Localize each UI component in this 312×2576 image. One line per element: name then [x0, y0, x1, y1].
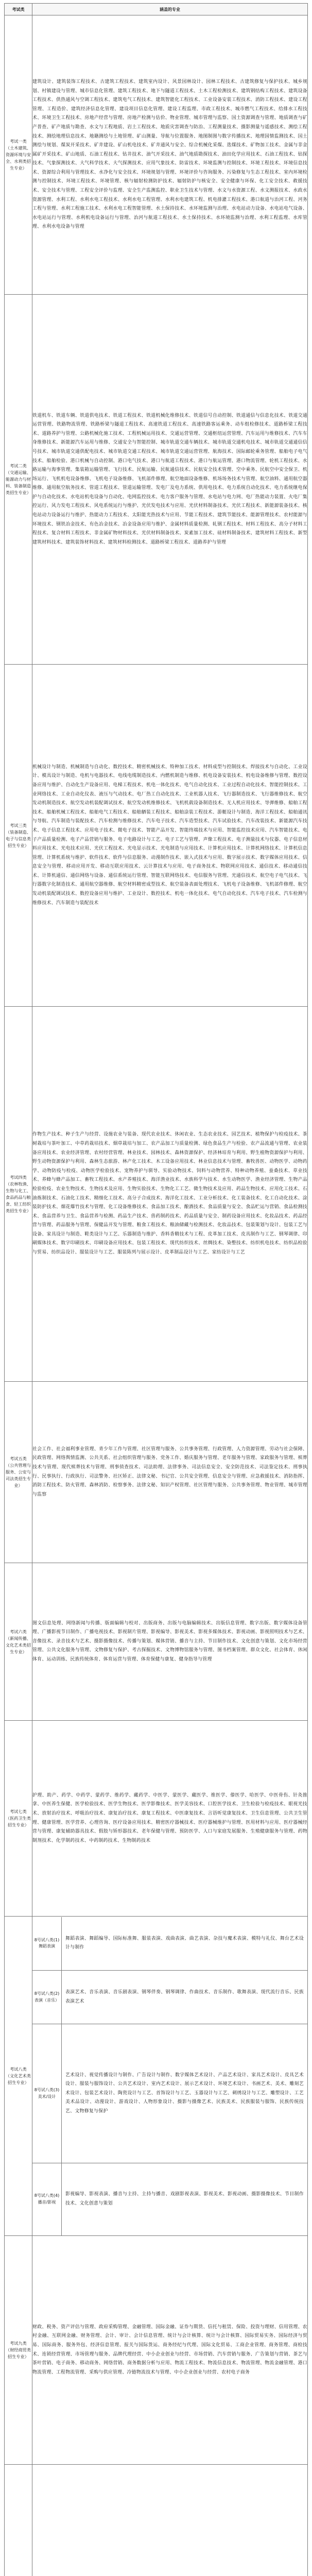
category-name: 考试七类 [10, 1809, 27, 1814]
subcategory-majors: 表演艺术、音乐表演、音乐剧表演、钢琴伴奏、钢琴调律、作曲技术、音乐制作、歌舞表演、现代流行音乐、民族表演艺术 [62, 1971, 308, 2024]
subcategory-table [32, 1917, 307, 2235]
subcategory-row [32, 2024, 307, 2163]
majors-cell: 财政、税务、资产评估与管理、政府采购管理、金融管理、国际金融、证券与期货、信托与租赁、保险、投资与理财、信用管理、农村金融、互联网金融、财务管理、会计、审计、会计信息管理、统计与会计核算、统计与会计核算、国际贸易实务、国际经济与贸易、国际商务、服务外包、经济信息管理、报关与国际货运、商务经纪与代理、国际文化贸易、工商企业管理、商务管理、商检技术、连锁经营管理、市场管理与服务、品牌代理经营、中小企业创业与经营、市场营销、汽车营销与服务、广告策划与营销、茶艺与茶叶营销、电子商务、移动商务、网络营销、商务数据分析与应用、物流工程技术、物流信息技术、物流管理、物流金融管理、港口物流管理、工程物流管理、采购与供应管理、冷链物流技术与管理、中小企业创业与经营、农村电子商务 [32, 2236, 308, 2465]
header-category: 考试类 [5, 4, 32, 15]
subcategory-row [32, 2163, 307, 2235]
table-row [5, 1382, 308, 1563]
header-majors: 涵盖的专业 [32, 4, 308, 15]
table-row [5, 15, 308, 295]
category-cell [5, 15, 32, 295]
category-note: （新闻传播、文化艺术类招生专业） [5, 1635, 31, 1654]
category-cell [5, 1721, 32, 1917]
category-note: （财经商贸类招生专业） [5, 2347, 31, 2359]
table-row [5, 1563, 308, 1721]
category-note: （公共管理与服务、公安与司法类招生专业） [5, 1463, 31, 1488]
table-row [5, 2236, 308, 2465]
subcategory-cell [32, 1917, 308, 2236]
category-note: （文化艺术类招生专业） [5, 2073, 31, 2085]
header-row [5, 4, 308, 15]
category-name: 考试四类 [10, 1174, 27, 1180]
majors-cell: 机械设计与制造、机械制造与自动化、数控技术、精密机械技术、特种加工技术、材料成型与控制技术、焊接技术与自动化、工业设计、模具设计与制造、电机与电器技术、电线电缆制造技术、内燃机制造与维修、机电设备安装技术、机电设备维修与管理、数控设备应用与维护、自动化生产设备应用、电梯工程技术、机电一体化技术、电气自动化技术、工业过程自动化技术、智能控制技术、工业网络技术、工业自动化仪表、液压与气动技术、电厂热工自动化技术、工业机器人技术、飞行器制造技术、飞行器维修技术、航空发动机制造技术、航空发动机装配调试技术、航空发动机维修技术、飞机机载设备制造技术、无人机应用技术、导弹维修、船舶工程技术、船舶机械工程技术、船舶电气工程技术、船舶舾装工程技术、船舶涂装工程技术、游艇设计与制造、海洋工程技术、船舶通讯与导航、汽车制造与装配技术、汽车检测与维修技术、汽车电子技术、汽车造型技术、汽车试验技术、汽车改装技术、新能源汽车技术、电子信息工程技术、应用电子技术、微电子技术、智能产品开发、智能终端技术与应用、智能监控技术应用、汽车智能技术、电子产品质量检测、电子产品营销与服务、电子电路设计与工艺、电子工艺与管理、声像工程技术、电子测量技术与仪器、电子信息材料应用技术、光电技术应用、光伏工程技术、光电显示技术、光电制造与应用技术、计算机应用技术、计算机网络技术、计算机信息管理、计算机系统与维护、软件技术、软件与信息服务、动漫制作技术、嵌入式技术与应用、数字展示技术、数字媒体应用技术、信息安全与管理、移动应用开发、移动互联应用技术、云计算技术与应用、电子商务技术、物联网应用技术、通信技术、移动通信技术、计算机通信、通信网络与设备、通信系统运行管理、智能互联网络技术、电信服务与管理、光通信技术、航空电子电气技术、飞行器数字化制造技术、通用航空器维修、航空材料精密成型技术、航空装备表面处理技术、飞机电子设备维修、飞机部件修理、航空发动机装配调试技术、数控设备应用与维护、工业设计、数控技术、机电一体化技术、电气自动化技术、汽车电子技术、汽车检测与维修技术、汽车制造与装配技术 [32, 665, 308, 1007]
category-note: （农林牧渔、生物与化工、食品药品与粮食、轻工纺织类招生专业） [5, 1181, 31, 1213]
category-name: 考试一类 [10, 139, 27, 144]
subcategory-majors: 影视编导、影视表演、播音与主持、主持与播音、戏剧影视表演、影视美术、影视动画、摄影摄像技术、节目制作技术、文化创意与策划 [65, 2192, 304, 2206]
subcategory-row [32, 1971, 307, 2024]
table-row [5, 665, 308, 1007]
category-note: （土木建筑、资源环境与安全、水利类招生专业） [5, 145, 31, 171]
subcategory-label: 8号试八类(4)播音/影视 [32, 2163, 62, 2235]
category-note: （医药卫生类招生专业） [5, 1816, 31, 1827]
category-name: 考试三类 [10, 822, 27, 828]
subcategory-label: 8号试八类(3)美术/设计 [32, 2024, 62, 2163]
category-cell [5, 1007, 32, 1382]
majors-cell: 护理、助产、药学、中药学、蒙药学、维药学、藏药学、中医学、蒙医学、藏医学、维医学、傣医学、哈医学、中医骨伤、针灸推拿、中医养生保健、医学检验技术、医学生物技术、医学影像技术、医学美容技术、口腔医学技术、卫生检验与检疫技术、眼视光技术、放射治疗技术、呼吸治疗技术、康复治疗技术、康复工程技术、中医康复技术、言语听觉康复技术、卫生信息管理、公共卫生管理、健康管理、医学营养、心理咨询、医疗设备应用技术、精密医疗器械技术、医疗器械维护与管理、医用材料与应用、医疗器械经营与管理、康复辅助器具技术、假肢与矫形器技术、老年保健与管理、预防医学、人口与家庭发展服务、生殖健康服务与管理、药物制剂技术、化学制药技术、中药制药技术、生物制药技术 [32, 1721, 308, 1917]
category-cell [5, 2236, 32, 2465]
majors-cell: 图文信息处理、网络新闻与传播、版面编辑与校对、出版商务、出版与电脑编辑技术、出版信息管理、数字出版、数字媒体设备管理、广播影视节目制作、广播电视技术、影视制片管理、影视编导、影视美术、影视多媒体技术、影视动画、影视照明技术与艺术、音像技术、录音技术与艺术、摄影摄像技术、传播与策划、媒体营销、播音与主持、节目制作技术、文化创意与策划、文化市场经营管理、公共文化服务与管理、文物修复与保护、考古探掘技术、文物博物馆服务与管理、图书档案管理、群众文化、社会体育、休闲体育、运动训练、民族传统体育、体育运营与管理、体育保健与康复、健身指导与管理 [32, 1563, 308, 1721]
category-name: 考试六类 [10, 1629, 27, 1634]
category-cell [5, 1917, 32, 2236]
category-name: 考试八类 [10, 2066, 27, 2072]
category-cell [5, 665, 32, 1007]
table-row [5, 1917, 308, 2236]
category-cell [5, 1563, 32, 1721]
table-row [5, 1007, 308, 1382]
majors-cell: 铁道机车、铁道车辆、铁道供电技术、铁道工程技术、铁道机械化维修技术、铁道信号自动控制、铁道通信与信息化技术、铁道交通运营管理、铁路物流管理、铁路桥梁与隧道工程技术、高速铁道工程技术、高速铁路客运乘务、动车组检修技术、道路桥梁工程技术、道路养护与管理、公路机械化施工技术、工程机械运用技术、交通运营管理、交通枢纽运营管理、汽车运用与维修技术、汽车车身维修技术、新能源汽车运用与维修、交通安全与智能控制、城市轨道交通车辆技术、城市轨道交通机电技术、城市轨道交通通信信号技术、城市轨道交通供配电技术、城市轨道交通工程技术、城市轨道交通运营管理、航海技术、国际邮轮乘务管理、船舶电子电气技术、船舶检验、港口机械与自动控制、港口电气技术、港口与航道工程技术、港口与航运管理、港口物流管理、轮机工程技术、水路运输与海事管理、集装箱运输管理、飞行技术、民航运输、民航通信技术、民航安全技术管理、空中乘务、民航空中安全保卫、机场运行、飞机机电设备维修、飞机电子设备维修、飞机部件修理、航空地面设备维修、机场场务技术与管理、航空油料、通用航空器维修、通用航空航务技术、管道工程技术、管道运输管理、发电厂及电力系统、供用电技术、电力系统自动化技术、电力系统继电保护与自动化技术、水电站机电设备与自动化、电网监控技术、电力客户服务与管理、水电站与电力网、电厂热能动力装置、火电厂集控运行、风力发电工程技术、风电系统运行与维护、光伏发电技术与应用、光伏材料制备技术、光伏工程技术、新能源装备技术、核电站动力设备运行与维护、热能动力工程技术、太阳能光热技术与应用、节能工程技术、建筑节能技术、能源管理技术、农村能源与环境技术、钢铁冶金技术、有色冶金技术、冶金设备应用与维护、金属材料质量检测、轧钢工程技术、材料工程技术、高分子材料工程技术、复合材料工程技术、非金属矿物材料技术、光伏材料制备技术、炭素加工技术、硅材料制备技术、建筑材料工程技术、新型建筑材料技术、建筑装饰材料技术、建筑材料检测技术、道路桥梁工程技术、道路养护与管理 [32, 295, 308, 665]
category-name: 考试九类 [10, 2341, 27, 2346]
subcategory-majors: 艺术设计、视觉传播设计与制作、广告设计与制作、数字媒体艺术设计、产品艺术设计、家具艺术设计、皮具艺术设计、服装与服饰设计、公共艺术设计、室内艺术设计、展示艺术设计、环境艺术设计、书画艺术、美术、雕刻艺术设计、包装艺术设计、陶瓷设计与工艺、首饰设计与工艺、玉器设计与工艺、刺绣设计与工艺、雕塑设计、工艺美术品设计、动漫设计、游戏设计、人物形象设计、摄影与摄像艺术、民族美术、民族服装与服饰、民族传统技艺、文物修复与保护 [62, 2024, 308, 2163]
major-category-table [4, 3, 308, 2576]
category-cell [5, 295, 32, 665]
category-note: （装备制造、电子与信息类招生专业） [5, 829, 31, 848]
subcategory-label: 8号试八类(1)舞蹈表演 [32, 1917, 62, 1971]
table-row [5, 1721, 308, 1917]
category-cell [5, 2465, 32, 2576]
category-name: 考试五类 [10, 1456, 27, 1461]
category-cell [5, 1382, 32, 1563]
subcategory-majors: 舞蹈表演、舞蹈编导、国际标准舞、服装表演、戏曲表演、曲艺表演、杂技与魔术表演、模特与礼仪、舞台艺术设计与制作 [62, 1917, 308, 1971]
majors-cell: 作物生产技术、种子生产与经营、设施农业与装备、现代农业技术、休闲农业、生态农业技术、园艺技术、植物保护与检疫技术、茶树栽培与茶叶加工、中草药栽培技术、烟草栽培与加工、农产品加工与质量检测、绿色食品生产与检验、农产品流通与管理、农业装备应用技术、农业经济管理、农村经营管理、林业技术、园林技术、森林资源保护、经济林培育与利用、野生植物资源保护与利用、野生动物资源保护与利用、森林生态旅游、林产化工技术、木工设备应用技术、林业信息技术与管理、畜牧兽医、动物医学、动物药学、动物防疫与检疫、动物医学检验技术、宠物养护与驯导、实验动物技术、饲料与动物营养、特种动物养殖、蚕桑技术、草业技术、养蜂与蜂产品加工、畜牧工程技术、水产养殖技术、海洋渔业技术、水族科学与技术、水生动物医学、渔业经济管理、生物产品检验检疫、农业生物技术、生物技术及应用、生物实验技术、生物化工工艺、微生物技术及应用、药品生物技术、应用化工技术、石油炼制技术、石油化工技术、精细化工技术、高分子合成技术、海洋化工技术、工业分析技术、化工装备技术、化工自动化技术、涂装防护技术、烟花爆竹技术与管理、化工设备维修技术、食品加工技术、酿酒技术、食品质量与安全、食品贮运与营销、食品检测技术、食品营养与卫生、食品营养与检测、药品生产技术、兽药制药技术、药品质量与安全、制药设备应用技术、化妆品技术、药品经营与管理、药品服务与管理、保健品开发与管理、粮食工程技术、粮油储藏与检测技术、化妆品技术、包装策划与设计、包装工艺与设备、家具设计与制造、鞋类设计与工艺、乐器制造与维护、香料香精技术与工程、皮革加工技术、皮具制作与工艺、钢琴调律、印刷媒体技术、数字印刷技术、印刷设备应用技术、包装工程技术、现代纺织技术、丝绸技术、染整技术、纺织机电技术、纺织品检验与贸易、纺织品设计、服装设计与工艺、服装陈列与展示设计、皮革制品设计与工艺、家纺设计与工艺 [32, 1007, 308, 1382]
category-name: 考试二类 [10, 463, 27, 468]
subcategory-row [32, 1917, 307, 1971]
majors-cell: 建筑设计、建筑装饰工程技术、古建筑工程技术、建筑室内设计、风景园林设计、园林工程技术、古建筑修复与保护技术、城乡规划、村镇建设与管理、城市信息化管理、建筑工程技术、地下与隧道工程技术、土木工程检测技术、建筑钢结构工程技术、建筑设备工程技术、供热通风与空调工程技术、建筑电气工程技术、建筑智能化工程技术、工业设备安装工程技术、消防工程技术、建设工程管理、工程造价、建筑经济信息化管理、建设项目信息化管理、建设工程监理、市政工程技术、城市燃气工程技术、给排水工程技术、环境卫生工程技术、房地产经营与管理、房地产检测与估价、物业管理、城市管理与监察、国土资源调查与管理、地质调查与矿产普查、矿产地质与勘查、水文与工程地质、岩土工程技术、地质灾害调查与防治、工程测量技术、摄影测量与遥感技术、测绘工程技术、测绘地理信息技术、地籍测绘与土地管理、矿山测量、导航与位置服务、地图制图与数字传播技术、地理国情监测技术、国土测绘与规划、煤炭开采技术、矿井建设、矿山机电技术、矿井通风与安全、综合机械化采煤、选煤技术、矿物加工技术、金属与非金属矿开采技术、矿山地质、石油工程技术、钻井技术、油气开采技术、油气地质勘探技术、油田化学应用技术、石油工程技术、钻探技术、气象探测技术、大气科学技术、大气探测技术、应用气象技术、防雷技术、环境监测与控制技术、环境工程技术、环境信息技术、资源综合利用与管理技术、水净化与安全技术、环境规划与管理、环境评价与咨询服务、污染修复与生态工程技术、室内环境检测与控制技术、环境工程技术、环境管理、核与辐射检测防护技术、辐射防护与核安全、安全健康与环保、化工安全技术、救援技术、安全技术与管理、工程安全评价与监理、安全生产监测监控、职业卫生技术与管理、水文与水资源工程、水文测报技术、水政水资源管理、水利工程、水利水电工程技术、水利水电工程管理、水利水电建筑工程、机电排灌工程技术、港口航道与治河工程、河务工程与管理、水利工程施工技术、水利水电工程智能管理、水土保持技术、水环境监测与治理、水电站动力设备、水电站电气设备、水电站运行与管理、水利机电设备运行与管理、治河与航道工程技术、水土保持技术、水环境监测与治理、水利工程监理、水库管理、水利水电设备与管理 [32, 15, 308, 295]
table-row [5, 2465, 308, 2576]
table-row [5, 295, 308, 665]
majors-cell: 社会工作、社会福利事业管理、青少年工作与管理、社区管理与服务、公共事务管理、行政管理、人力资源管理、劳动与社会保障、民政管理、网络舆情监测、公共关系、社会组织管理与服务、党务工作、婚庆服务与管理、老年服务与管理、家政服务与管理、殡葬技术与管理、现代殡葬技术与管理、刑事侦查技术、司法助理、法律事务、司法信息安全、安全防范技术、司法鉴定技术、刑事执行、民事执行、行政执行、司法警务、社区矫正、法律文秘、书记官、公共安全管理、信息安全与管理、应急救援技术、消防指挥、消防工程技术、防火管理、森林消防、检察事务、法律文秘、知识产权管理、社区管理与服务、公共事务管理、物业管理、城市管理与监察 [32, 1382, 308, 1563]
majors-cell [32, 2465, 308, 2576]
subcategory-label: 8号试八类(2)表演（音乐） [32, 1971, 62, 2024]
category-note: （交通运输、能源动力与材料、装备制造类招生专业） [5, 470, 31, 495]
